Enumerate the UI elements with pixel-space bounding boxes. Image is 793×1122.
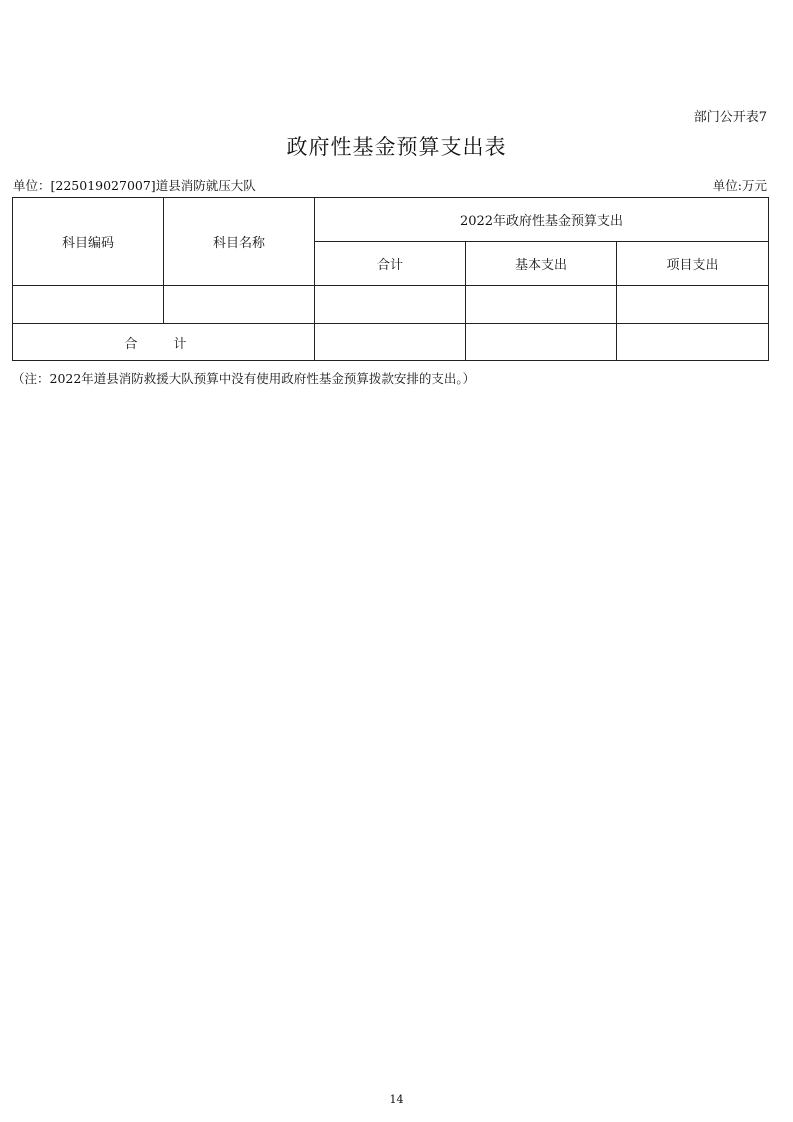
currency-unit-label: 单位:万元 xyxy=(712,178,767,193)
column-header-total: 合计 xyxy=(315,242,466,286)
total-row-label xyxy=(13,324,315,361)
unit-label: 单位：[225019027007]道县消防就压大队 xyxy=(13,178,256,193)
total-cell-total xyxy=(315,324,466,361)
budget-table xyxy=(12,197,769,361)
column-header-code: 科目编码 xyxy=(13,198,164,286)
column-header-basic: 基本支出 xyxy=(466,242,617,286)
cell-code xyxy=(13,286,164,324)
page-number: 14 xyxy=(389,1093,404,1106)
column-header-name: 科目名称 xyxy=(164,198,315,286)
column-group-header: 2022年政府性基金预算支出 xyxy=(315,198,769,242)
total-cell-basic xyxy=(466,324,617,361)
page-title: 政府性基金预算支出表 xyxy=(286,135,507,159)
footnote: （注：2022年道县消防救援大队预算中没有使用政府性基金预算拨款安排的支出。） xyxy=(12,371,476,386)
total-row xyxy=(13,324,769,361)
table-row xyxy=(13,286,769,324)
total-label-text: 合 计 xyxy=(124,336,203,352)
total-cell-project xyxy=(617,324,769,361)
cell-basic xyxy=(466,286,617,324)
cell-project xyxy=(617,286,769,324)
column-header-project: 项目支出 xyxy=(617,242,769,286)
cell-total xyxy=(315,286,466,324)
form-number: 部门公开表7 xyxy=(693,110,767,125)
cell-name xyxy=(164,286,315,324)
table-header-row xyxy=(13,198,769,242)
